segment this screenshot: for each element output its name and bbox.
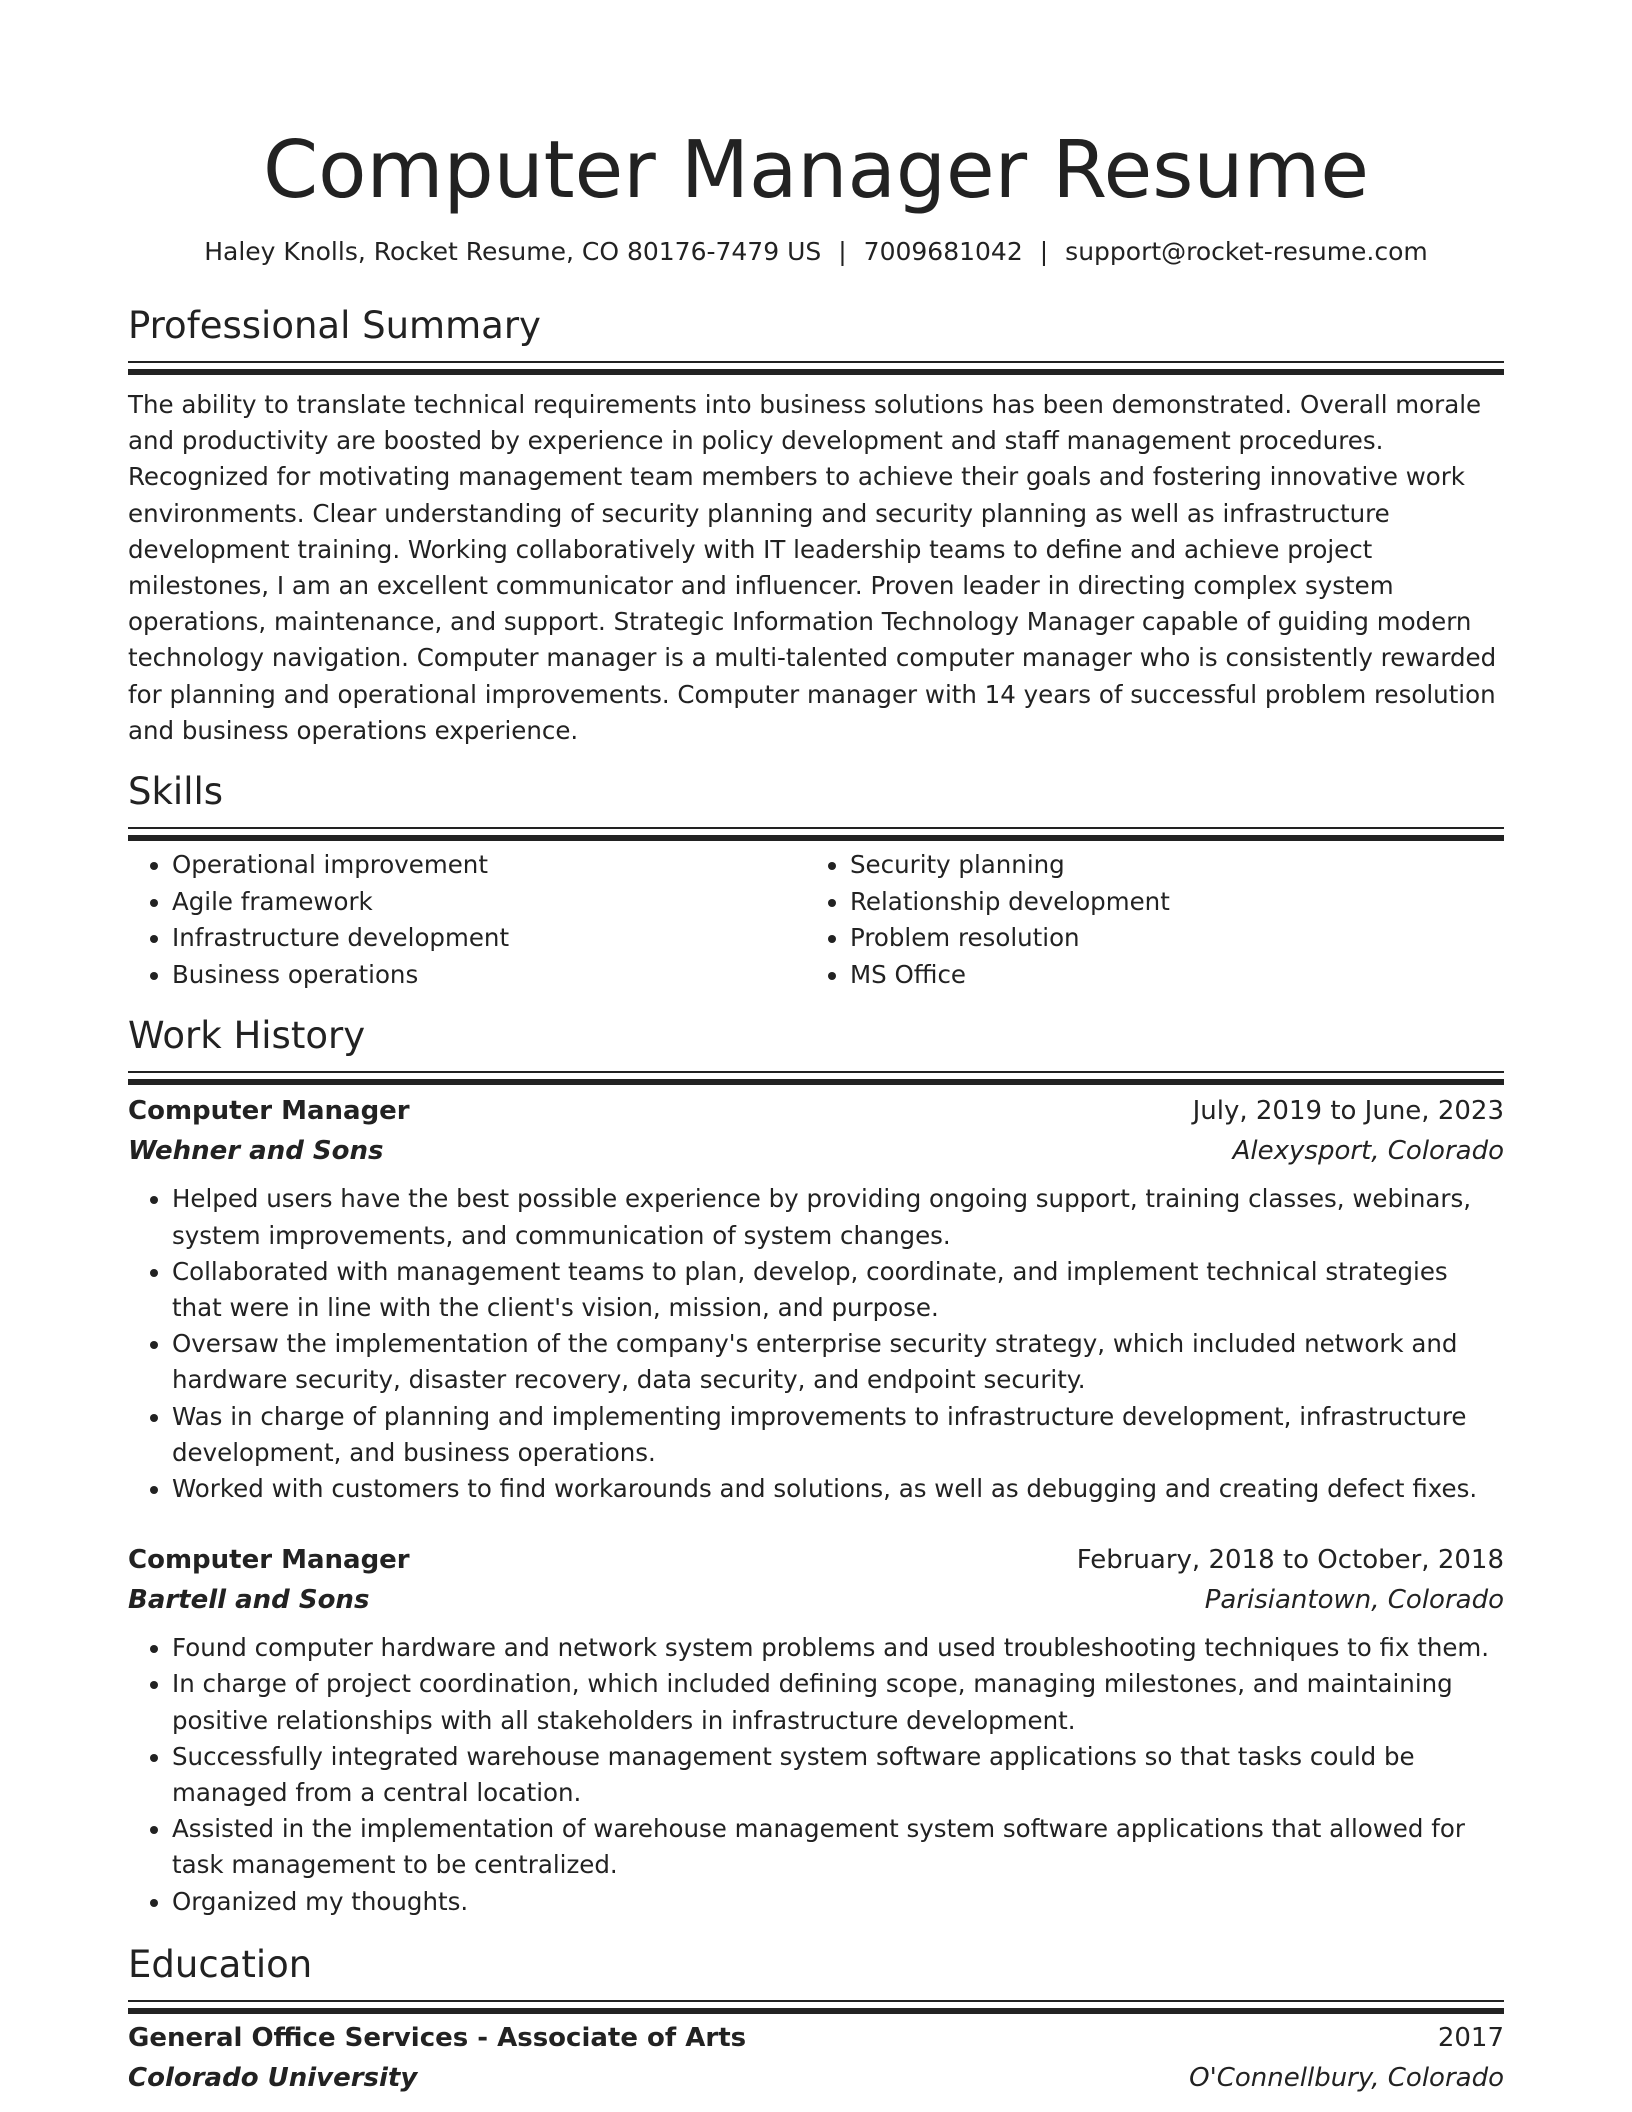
section-heading-summary: Professional Summary (128, 304, 541, 347)
education-location: O'Connellbury, Colorado (1189, 2062, 1504, 2093)
education-degree: General Office Services - Associate of Arts (128, 2022, 747, 2053)
section-heading-work-history: Work History (128, 1014, 366, 1058)
job-bullet: • Organized my thoughts. (172, 1884, 1504, 1920)
job-bullet: • Collaborated with management teams to plan, develop, coordinate, and implement technical strategies that were in line with the client's vision, mission, and purpose. (172, 1254, 1504, 1326)
contact-email: support@rocket-resume.com (1065, 237, 1428, 266)
skills-grid (128, 847, 1504, 993)
skill-item: • Problem resolution (850, 920, 1484, 957)
job-header-row (128, 1091, 1504, 1131)
job-company-row (128, 1580, 1504, 1620)
skills-column-left (128, 847, 806, 993)
skill-item: • Business operations (172, 957, 806, 994)
job-bullet: • Successfully integrated warehouse management system software applications so that tasks could be managed from a central location. (172, 1739, 1504, 1811)
job-dates: July, 2019 to June, 2023 (1192, 1096, 1504, 1127)
job-header-row (128, 1540, 1504, 1580)
job-bullets (128, 1630, 1504, 1920)
job-bullet: • Helped users have the best possible experience by providing ongoing support, training classes, webinars, system improvements, and communication of system changes. (172, 1181, 1504, 1253)
education-section (128, 1942, 1504, 2098)
skill-item: • Security planning (850, 847, 1484, 884)
job-bullet: • Assisted in the implementation of warehouse management system software applications that allowed for task management to be centralized. (172, 1811, 1504, 1883)
resume-title: Computer Manager Resume (263, 124, 1369, 216)
resume-page (128, 0, 1504, 2098)
job-company: Bartell and Sons (128, 1585, 370, 1616)
job-location: Alexysport, Colorado (1232, 1136, 1504, 1167)
job-bullet: • Found computer hardware and network system problems and used troubleshooting techniques to fix them. (172, 1630, 1504, 1666)
job-dates: February, 2018 to October, 2018 (1076, 1545, 1504, 1576)
education-header-row (128, 2018, 1504, 2058)
job-bullet: • Oversaw the implementation of the company's enterprise security strategy, which included network and hardware security, disaster recovery, data security, and endpoint security. (172, 1326, 1504, 1398)
job-location: Parisiantown, Colorado (1204, 1585, 1504, 1616)
job-title: Computer Manager (128, 1545, 410, 1576)
skill-item: • MS Office (850, 957, 1484, 994)
skill-item: • Relationship development (850, 884, 1484, 921)
job-bullet: • In charge of project coordination, which included defining scope, managing milestones, and maintaining positive relationships with all stakeholders in infrastructure development. (172, 1666, 1504, 1738)
skills-column-right (806, 847, 1484, 993)
section-divider (128, 1071, 1504, 1073)
work-history-section (128, 1013, 1504, 1919)
education-school: Colorado University (128, 2062, 418, 2093)
contact-separator: | (838, 237, 847, 266)
section-heading-skills: Skills (128, 770, 224, 814)
job-company-row (128, 1131, 1504, 1171)
education-school-row (128, 2058, 1504, 2098)
education-year: 2017 (1437, 2022, 1504, 2053)
section-divider (128, 827, 1504, 829)
job-company: Wehner and Sons (128, 1136, 384, 1167)
skill-item: • Agile framework (172, 884, 806, 921)
contact-line (128, 235, 1504, 269)
job-entry (128, 1091, 1504, 1507)
summary-section (128, 303, 1504, 749)
section-divider (128, 2000, 1504, 2002)
summary-text: The ability to translate technical requirements into business solutions has been demonstrated. Overall morale and productivity are boosted by experience in policy development and staff management procedures. Recognized for motivating management team members to achieve their goals and fostering innovative work environments. Clear understanding of security planning and security planning as well as infrastructure development training. Working collaboratively with IT leadership teams to define and achieve project milestones, I am an excellent communicator and influencer. Proven leader in directing complex system operations, maintenance, and support. Strategic Information Technology Manager capable of guiding modern technology navigation. Computer manager is a multi-talented computer manager who is consistently rewarded for planning and operational improvements. Computer manager with 14 years of successful problem resolution and business operations experience. (128, 390, 1497, 745)
contact-phone: 7009681042 (863, 237, 1023, 266)
job-bullet: • Was in charge of planning and implementing improvements to infrastructure development, infrastructure development, and business operations. (172, 1399, 1504, 1471)
skill-item: • Operational improvement (172, 847, 806, 884)
skill-item: • Infrastructure development (172, 920, 806, 957)
education-entry (128, 2018, 1504, 2098)
job-title: Computer Manager (128, 1096, 410, 1127)
section-heading-education: Education (128, 1942, 313, 1986)
contact-separator: | (1039, 237, 1049, 266)
contact-address: Haley Knolls, Rocket Resume, CO 80176-7479 US (204, 237, 822, 266)
job-bullet: • Worked with customers to find workarounds and solutions, as well as debugging and creating defect fixes. (172, 1471, 1504, 1507)
job-bullets (128, 1181, 1504, 1507)
section-divider (128, 361, 1504, 363)
skills-section (128, 769, 1504, 993)
job-entry (128, 1540, 1504, 1920)
